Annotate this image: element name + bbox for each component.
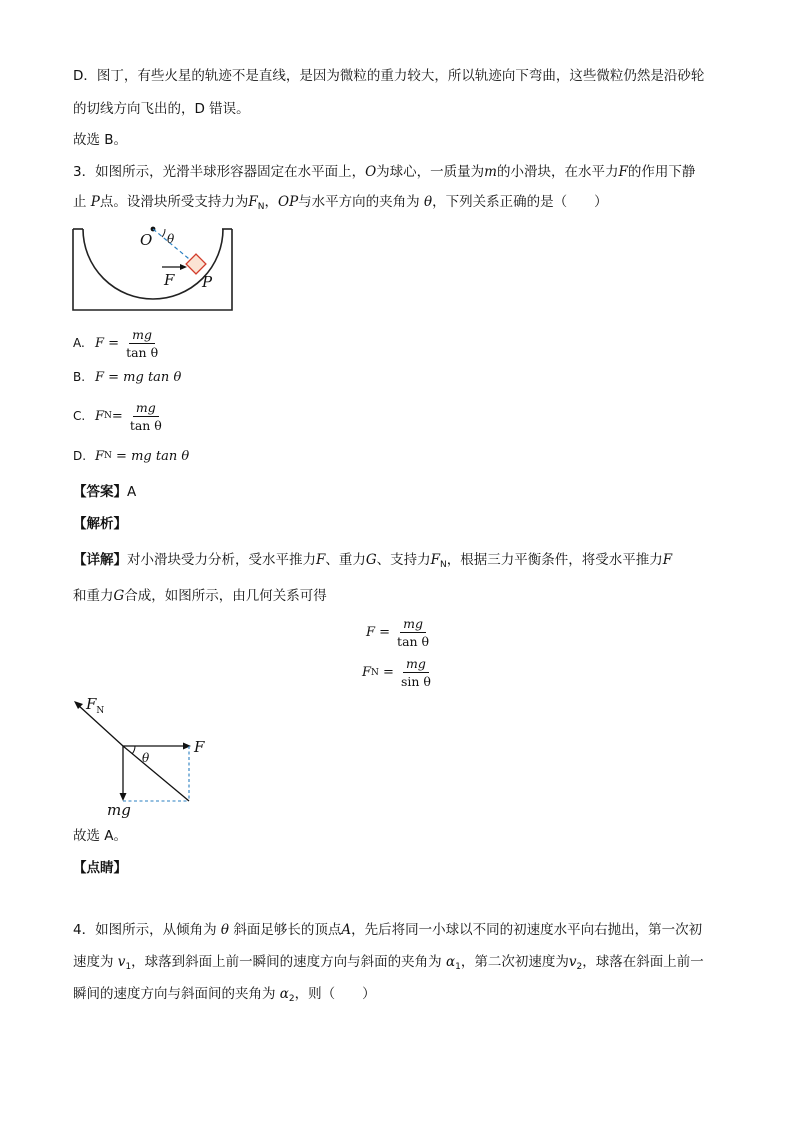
answer-line: 【答案】A <box>73 484 137 500</box>
label-mg: mg <box>107 801 131 819</box>
theta-arc <box>162 229 165 237</box>
hemisphere-figure <box>70 226 240 314</box>
label-theta: θ <box>167 232 175 246</box>
prev-answer: 故选 B。 <box>73 132 128 148</box>
force-mg-arrowhead <box>120 793 127 801</box>
q3-line-2: 止 P点。设滑块所受支持力为$F_N$，OP与水平方向的夹角为 θ，下列关系正确的是（ ） <box>73 194 608 212</box>
detail-line-1: 【详解】对小滑块受力分析，受水平推力F、重力G、支持力$F_N$，根据三力平衡条件，将受水平推力F <box>73 552 673 570</box>
equation-F: F = $\frac{mg}{\text{tan θ}}$ <box>366 616 430 649</box>
partD-line-1: D．图丁，有些火星的轨迹不是直线，是因为微粒的重力较大，所以轨迹向下弯曲，这些微粒仍然是沿砂轮 <box>73 68 705 84</box>
force-diagram <box>70 694 220 820</box>
label-O: O <box>140 231 153 249</box>
label-F: F <box>164 271 175 289</box>
q4-line-2: 速度为 $v_1$，球落到斜面上前一瞬间的速度方向与斜面的夹角为 $\alpha_1$，第二次初速度为$v_2$，球落在斜面上前一 <box>73 954 704 972</box>
option-A[interactable]: A. F = $\frac{mg}{\text{tan θ}}$ <box>73 326 159 360</box>
option-C[interactable]: C. F N = $\frac{mg}{\text{tan θ}}$ <box>73 399 162 433</box>
label-FN: $F_N$ <box>86 695 105 716</box>
comment-tag: 【点睛】 <box>73 860 127 876</box>
option-B[interactable]: B. F = mg tan θ <box>73 369 182 385</box>
theta-arc-2 <box>132 746 135 754</box>
detail-line-2: 和重力G合成，如图所示，由几何关系可得 <box>73 588 327 604</box>
conclusion: 故选 A。 <box>73 828 128 844</box>
equation-FN: F N = $\frac{mg}{\text{sin θ}}$ <box>362 656 431 689</box>
q4-line-3: 瞬间的速度方向与斜面间的夹角为 $\alpha_2$，则（ ） <box>73 986 376 1004</box>
slider-block <box>186 254 206 274</box>
force-F-arrowhead-2 <box>183 743 191 750</box>
partD-line-2: 的切线方向飞出的，D 错误。 <box>73 101 250 117</box>
force-F-arrowhead <box>180 264 187 270</box>
container-outline <box>73 229 232 310</box>
q3-line-1: 3．如图所示，光滑半球形容器固定在水平面上，O为球心，一质量为m的小滑块，在水平力F的作用下静 <box>73 164 696 180</box>
label-theta-force: θ <box>142 751 150 765</box>
label-P: P <box>202 273 213 291</box>
resultant-line <box>123 746 189 801</box>
label-F-force: F <box>194 738 205 756</box>
option-D[interactable]: D. F N = mg tan θ <box>73 448 190 464</box>
analysis-tag: 【解析】 <box>73 516 127 532</box>
q4-line-1: 4．如图所示，从倾角为 θ 斜面足够长的顶点A，先后将同一小球以不同的初速度水平向右抛出，第一次初 <box>73 922 703 938</box>
